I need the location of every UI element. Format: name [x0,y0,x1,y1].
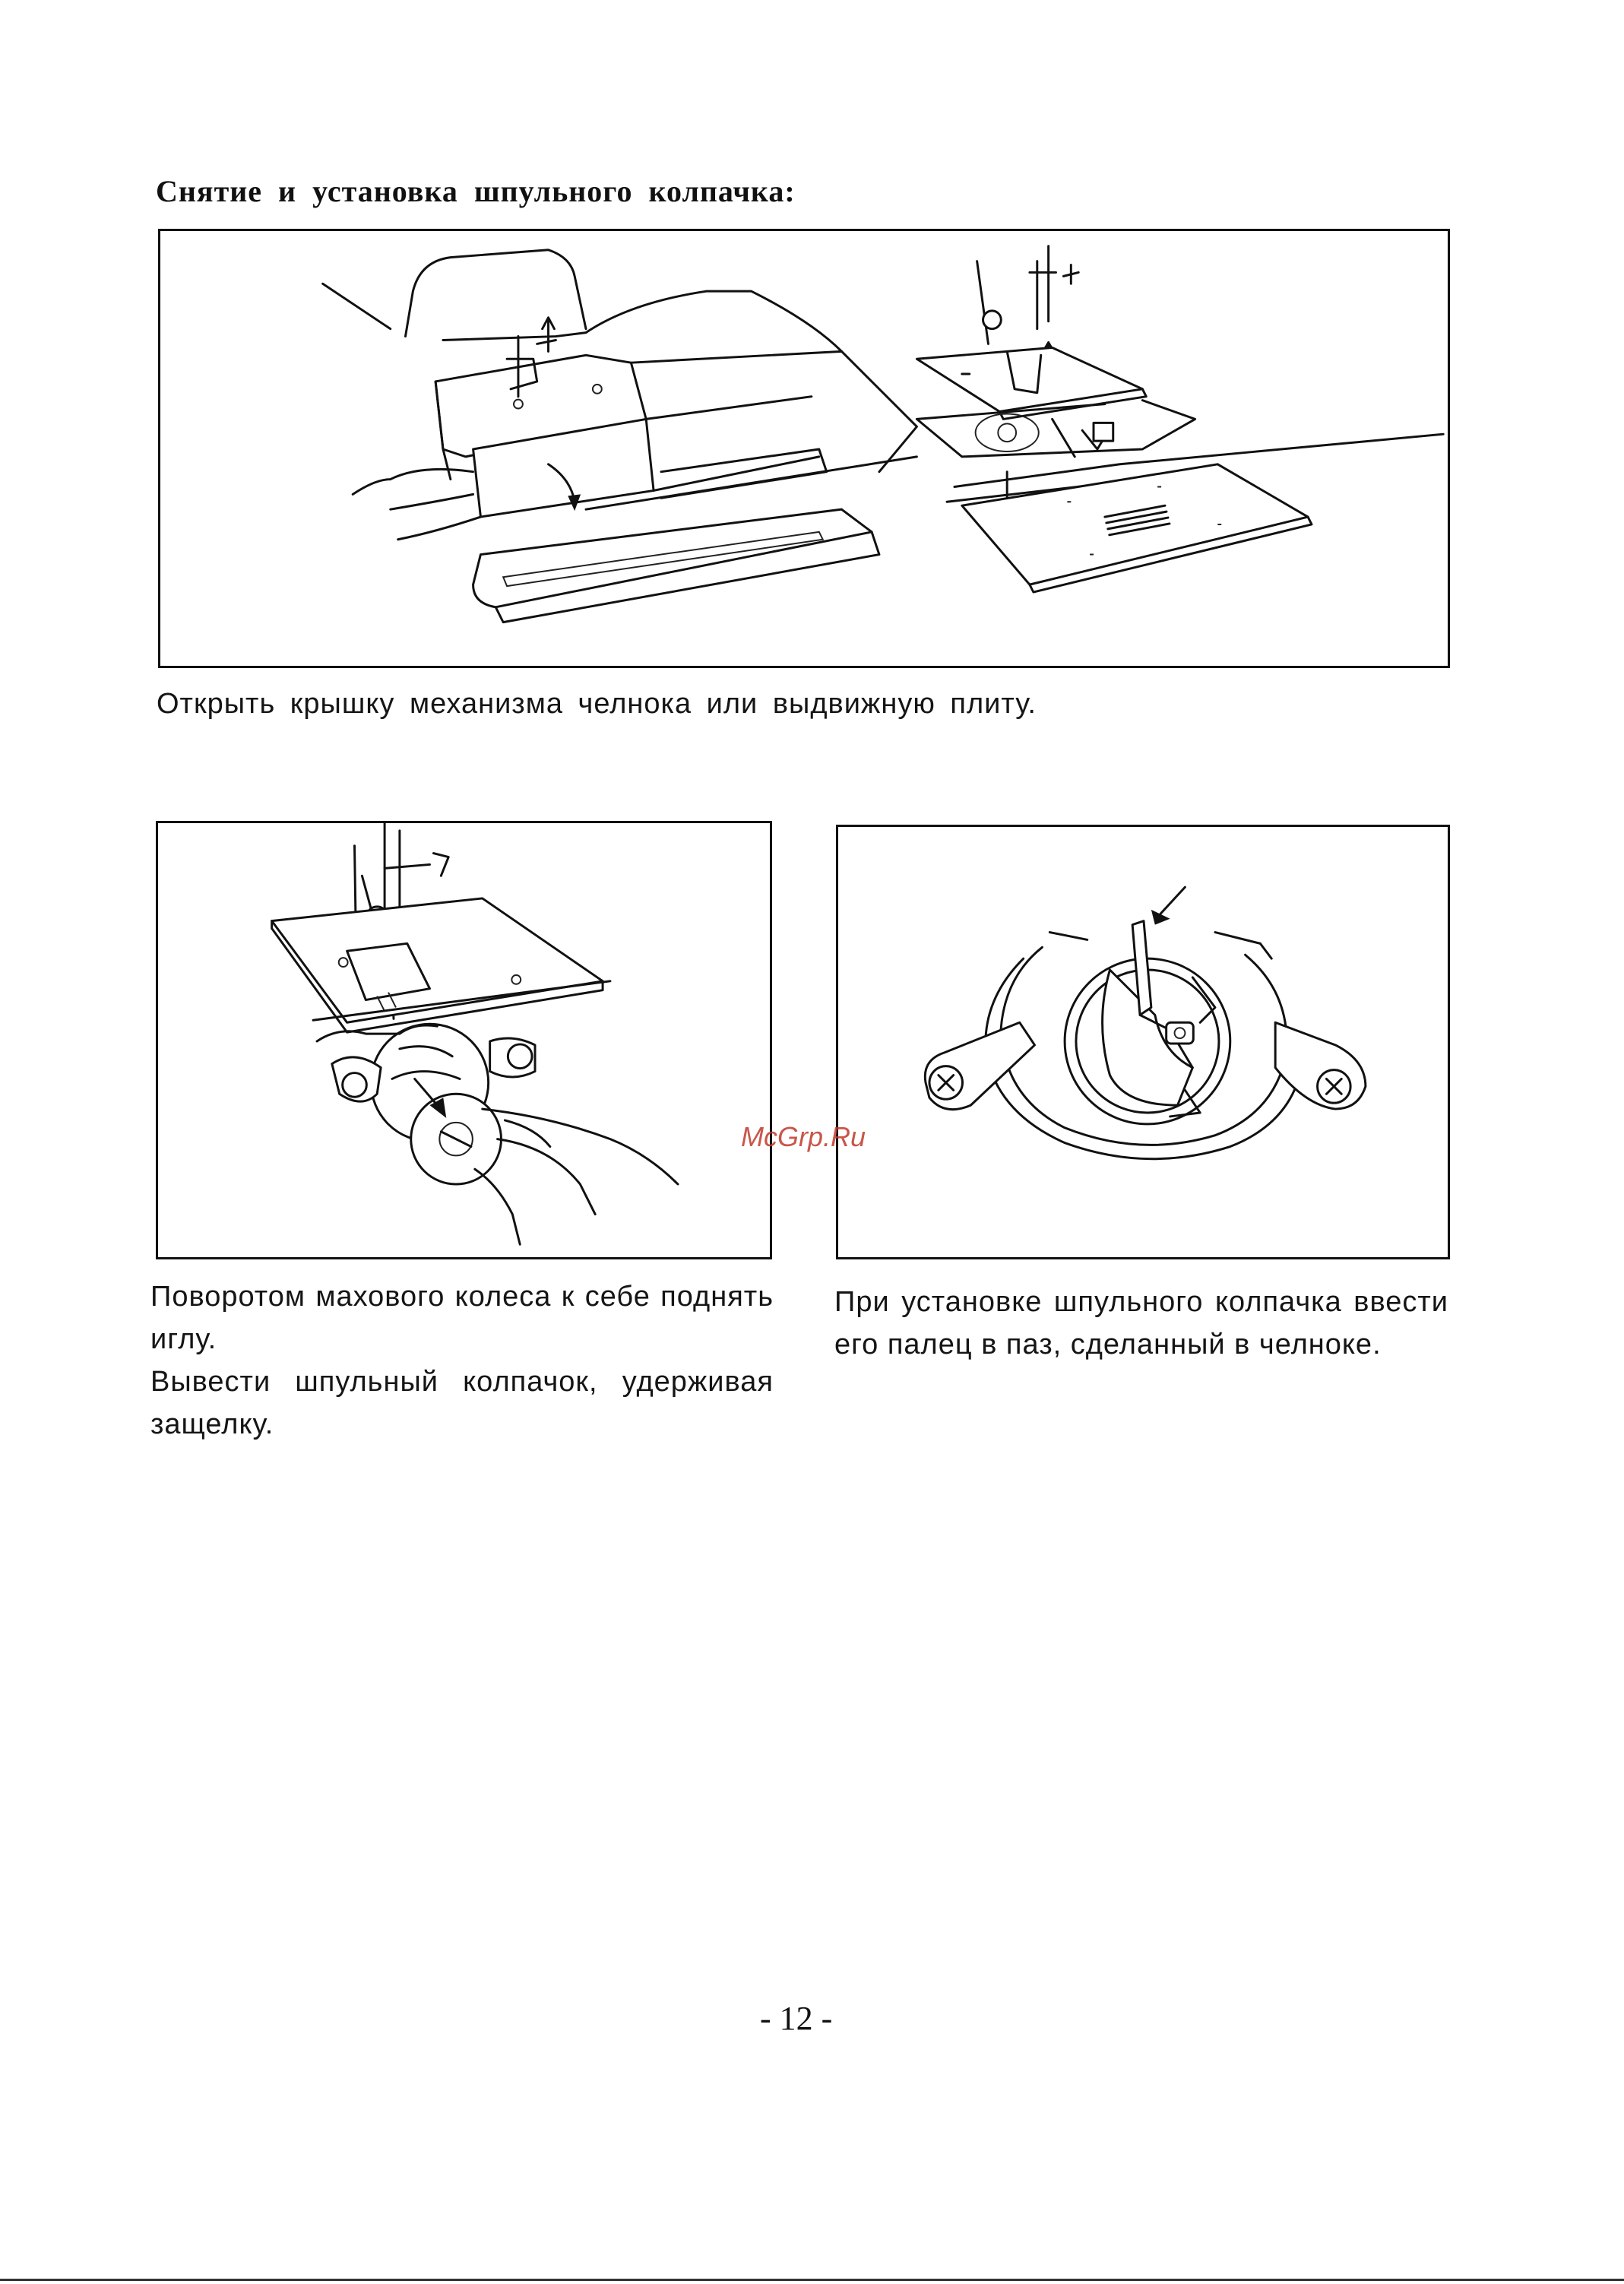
figure-open-cover [158,229,1450,668]
illustration-insert-bobbin-case [838,827,1448,1257]
caption-line: Вывести шпульный колпачок, удерживая защелку. [150,1366,774,1440]
figure-insert-bobbin-case [836,825,1450,1259]
bottom-rule [0,2279,1624,2281]
figure-caption-insert-bobbin-case [834,1281,1448,1366]
section-heading: Снятие и установка шпульного колпачка: [156,174,796,208]
caption-text: При установке шпульного колпачка ввести его палец в паз, сделанный в челноке. [834,1286,1448,1361]
caption-line: Поворотом махового колеса к себе поднять иглу. [150,1281,774,1355]
figure-caption-open-cover: Открыть крышку механизма челнока или выдвижную плиту. [157,688,1037,720]
watermark-text: McGrp.Ru [741,1121,866,1152]
figure-remove-bobbin-case [156,821,772,1259]
machine-left-drawing [323,250,917,622]
page-number: - 12 - [760,2000,833,2037]
illustration-remove-bobbin-case [158,823,770,1257]
illustration-open-cover [160,231,1448,666]
machine-right-drawing [916,246,1443,592]
figure-caption-remove-bobbin-case [150,1275,774,1446]
